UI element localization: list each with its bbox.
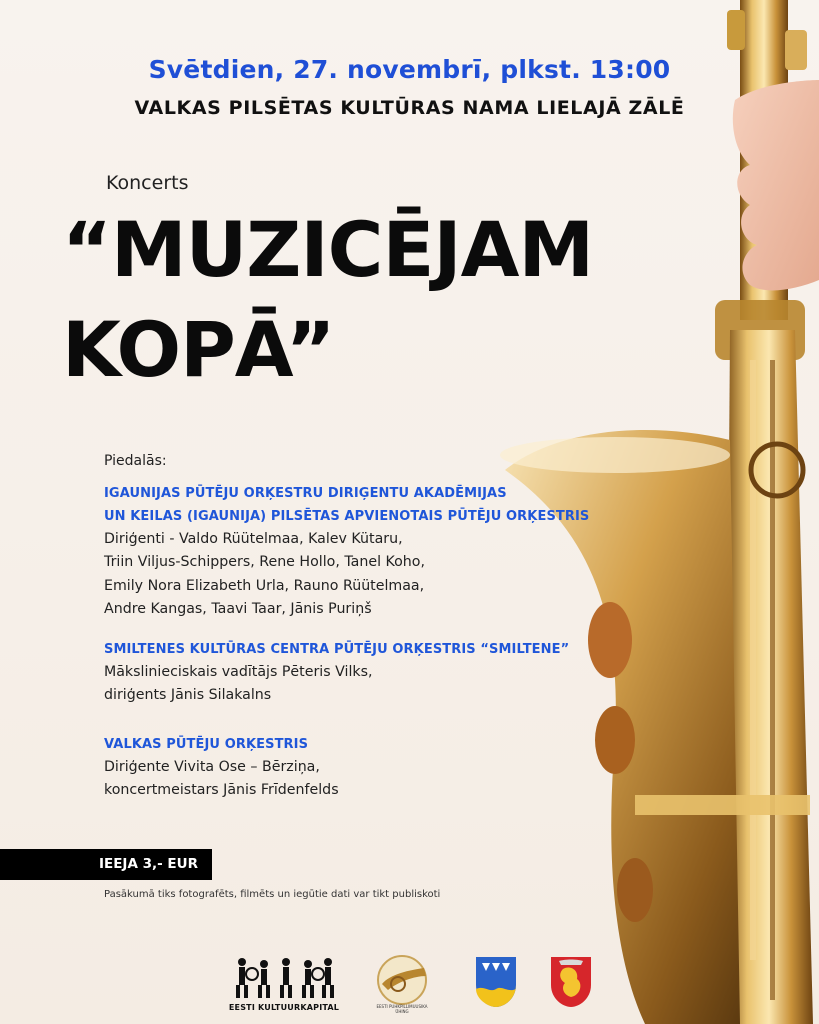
- participant-group: [104, 482, 589, 621]
- sax-pad: [588, 602, 632, 678]
- bell-rim: [500, 437, 730, 473]
- group-members: koncertmeistars Jānis Frīdenfelds: [104, 782, 339, 799]
- group-name: IGAUNIJAS PŪTĒJU ORĶESTRU DIRIĢENTU AKADĒMIJAS: [104, 486, 507, 501]
- horn-icon: [370, 954, 434, 1008]
- sax-rod: [770, 360, 775, 1000]
- group-members: Mākslinieciskais vadītājs Pēteris Vilks,: [104, 664, 373, 680]
- event-venue: VALKAS PILSĒTAS KULTŪRAS NAMA LIELAJĀ ZĀLĒ: [134, 97, 685, 119]
- title-line: “MUZICĒJAM: [62, 205, 594, 294]
- sax-rod: [750, 360, 756, 960]
- participant-group: [104, 638, 569, 708]
- group-name: UN KEILAS (IGAUNIJA) PILSĒTAS APVIENOTAIS PŪTĒJU ORĶESTRIS: [104, 509, 590, 524]
- title-line: KOPĀ”: [62, 305, 335, 394]
- photo-disclaimer: Pasākumā tiks fotografēts, filmēts un iegūtie dati var tikt publiskoti: [104, 889, 441, 900]
- sax-pad: [595, 706, 635, 774]
- participant-group: [104, 733, 339, 803]
- kulturkapital-logo: [228, 954, 340, 1012]
- sax-pad: [617, 858, 653, 922]
- group-members: Diriģente Vivita Ose – Bērziņa,: [104, 759, 320, 775]
- group-members: Andre Kangas, Taavi Taar, Jānis Puriņš: [104, 600, 372, 617]
- concert-label: Koncerts: [106, 172, 189, 194]
- group-name: VALKAS PŪTĒJU ORĶESTRIS: [104, 737, 309, 752]
- concert-title: [62, 200, 593, 400]
- entry-fee-bar: [0, 849, 212, 880]
- event-date-time: Svētdien, 27. novembrī, plkst. 13:00: [148, 55, 671, 84]
- group-members: Diriģenti - Valdo Rüütelmaa, Kalev Kütaru,: [104, 531, 403, 547]
- group-members: diriģents Jānis Silakalns: [104, 687, 272, 704]
- group-name: SMILTENES KULTŪRAS CENTRA PŪTĒJU ORĶESTRIS “SMILTENE”: [104, 642, 570, 657]
- group-members: Triin Viljus-Schippers, Rene Hollo, Tanel Koho,: [104, 554, 425, 571]
- musicians-icon: [228, 954, 340, 1000]
- sax-band: [635, 795, 810, 815]
- valga-coat-of-arms-icon: [474, 955, 518, 1009]
- participants-label: Piedalās:: [104, 453, 167, 469]
- kulturkapital-caption: EESTI KULTUURKAPITAL: [228, 1003, 340, 1012]
- brass-society-caption: EESTI PUHKPILLIMUUSIKA ÜHING: [376, 1004, 428, 1014]
- sax-key: [727, 10, 745, 50]
- valka-coat-of-arms-icon: [549, 955, 593, 1009]
- group-members: Emily Nora Elizabeth Urla, Rauno Rüütelmaa,: [104, 577, 425, 594]
- brass-society-logo: [370, 954, 434, 1014]
- entry-fee: IEEJA 3,- EUR: [98, 856, 198, 872]
